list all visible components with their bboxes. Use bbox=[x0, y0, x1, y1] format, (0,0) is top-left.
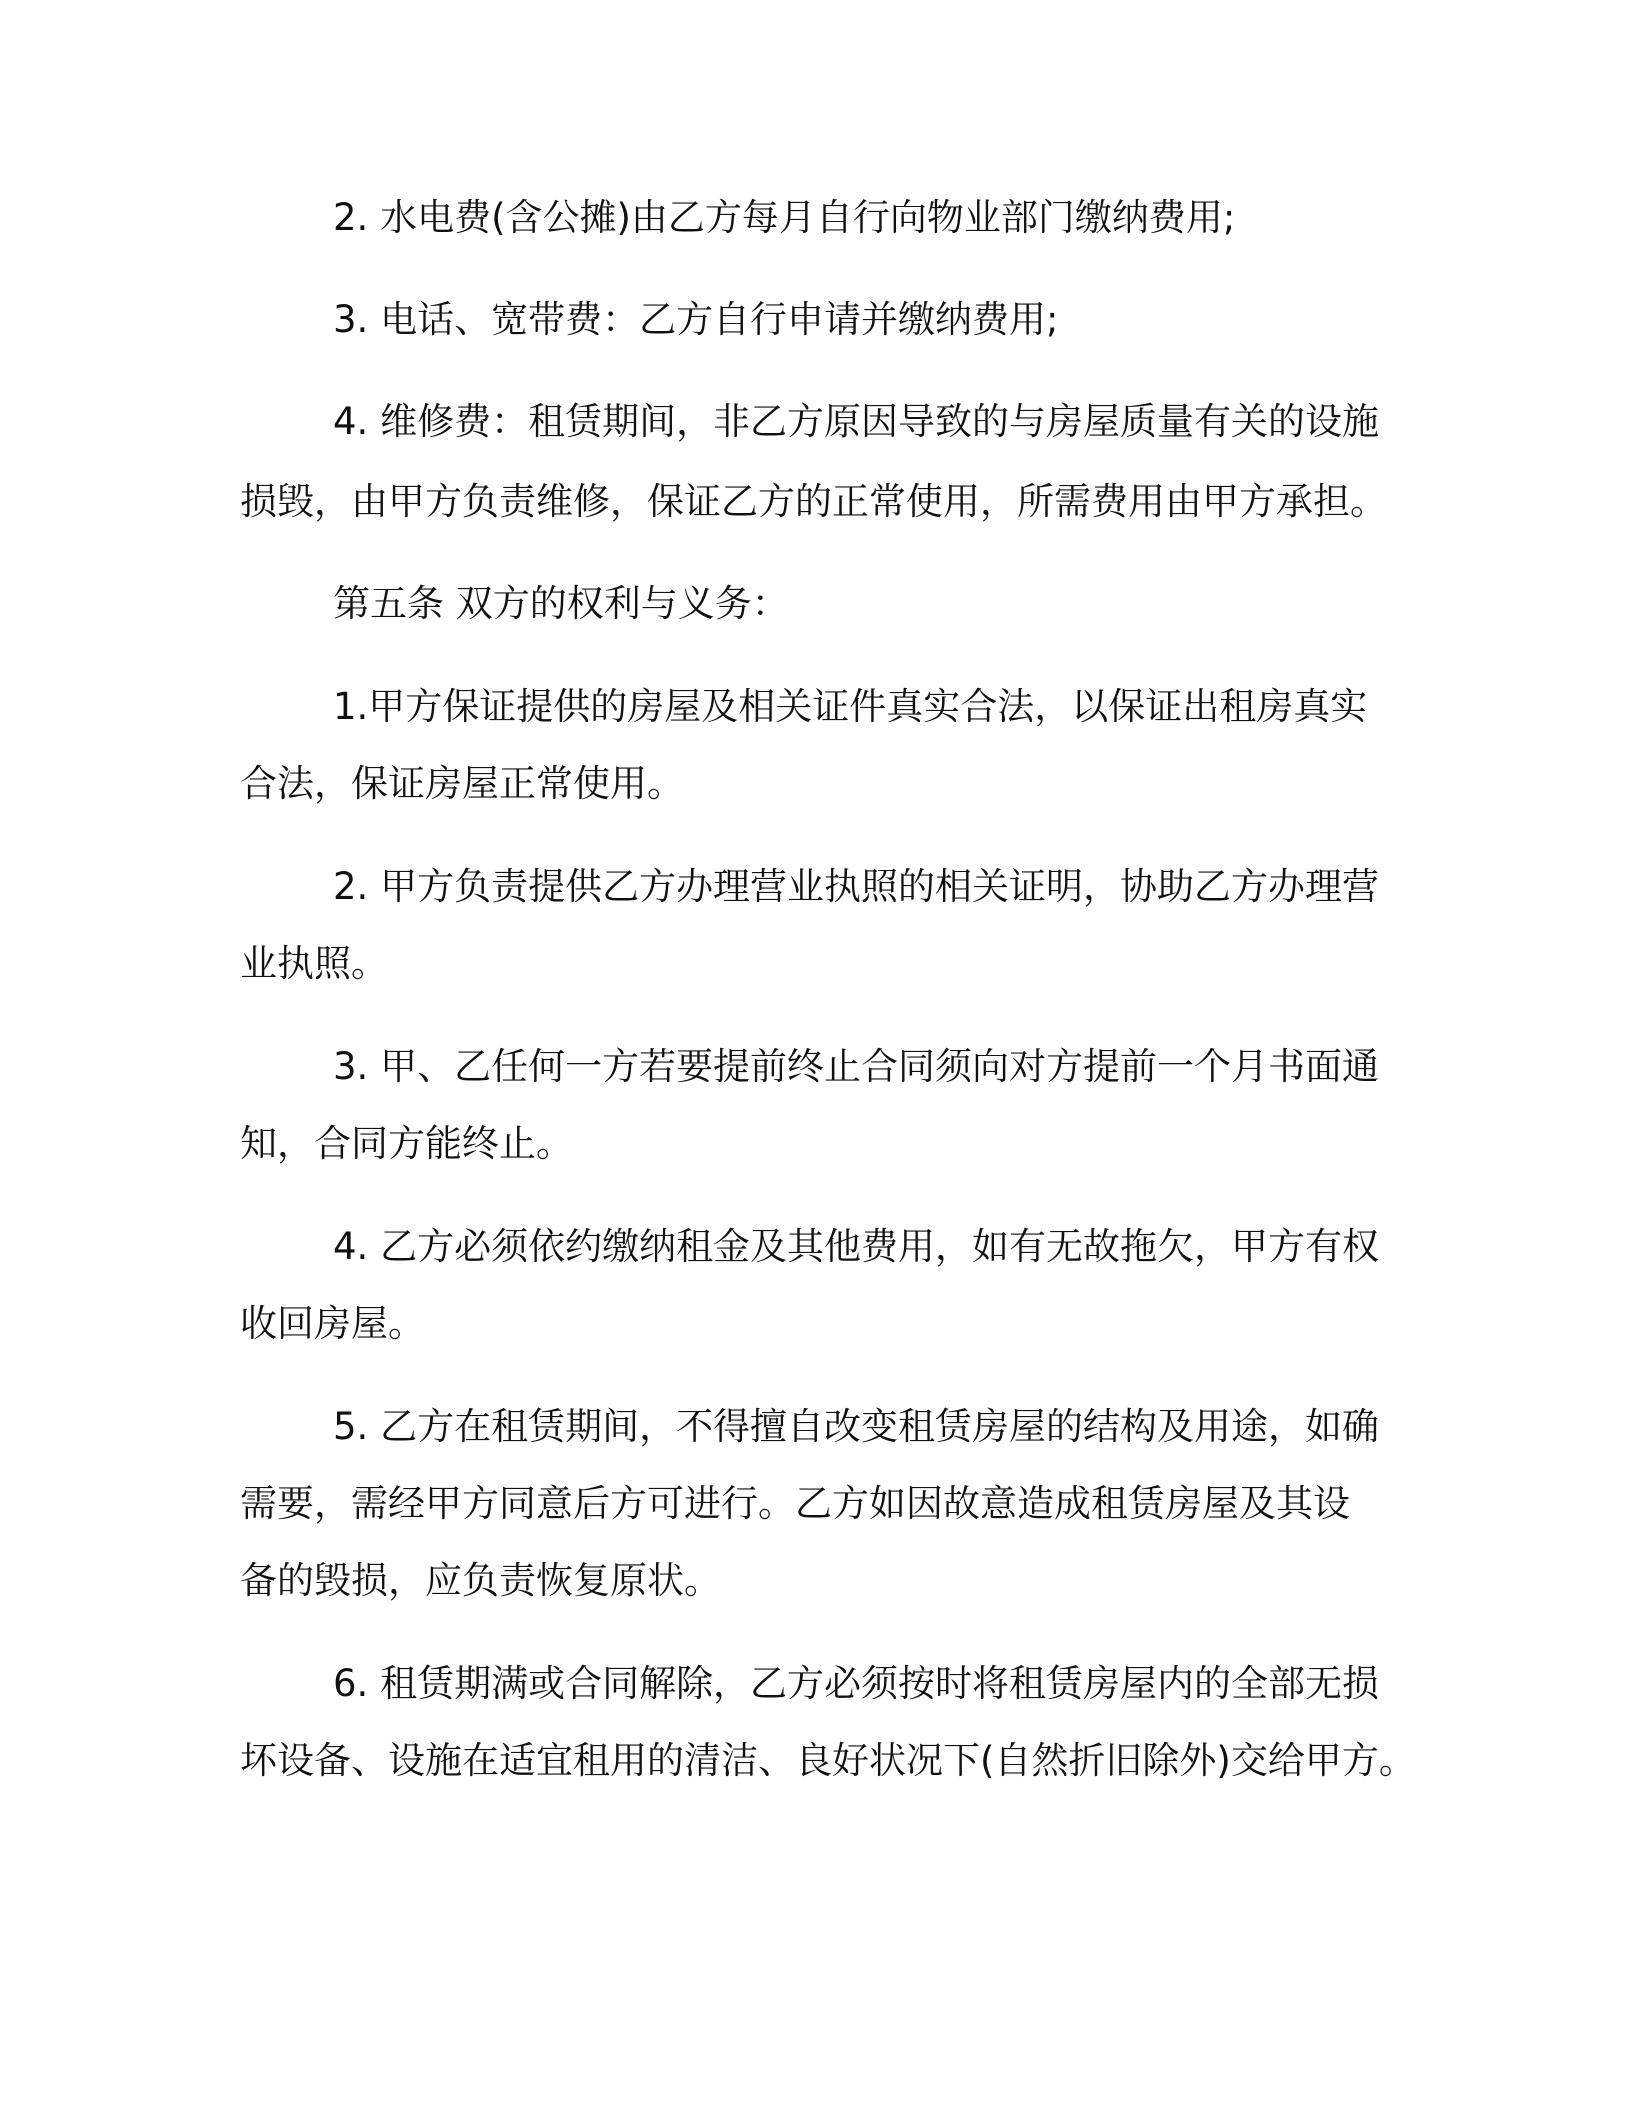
article-five-heading: 第五条 双方的权利与义务： bbox=[333, 582, 789, 625]
clause-6-line-2: 坏设备、设施在适宜租用的清洁、良好状况下(自然折旧除外)交给甲方。 bbox=[240, 1739, 1416, 1782]
clause-2-line-2: 业执照。 bbox=[240, 942, 388, 985]
clause-5-line-3: 备的毁损，应负责恢复原状。 bbox=[240, 1559, 721, 1602]
clause-2-line-1: 2. 甲方负责提供乙方办理营业执照的相关证明，协助乙方办理营 bbox=[333, 865, 1380, 908]
utilities-fee-line: 2. 水电费(含公摊)由乙方每月自行向物业部门缴纳费用; bbox=[333, 196, 1236, 239]
clause-5-line-2: 需要，需经甲方同意后方可进行。乙方如因故意造成租赁房屋及其设 bbox=[240, 1482, 1350, 1525]
repair-fee-line-1: 4. 维修费：租赁期间，非乙方原因导致的与房屋质量有关的设施 bbox=[333, 400, 1380, 443]
clause-3-line-2: 知，合同方能终止。 bbox=[240, 1122, 573, 1165]
phone-broadband-fee-line: 3. 电话、宽带费：乙方自行申请并缴纳费用; bbox=[333, 298, 1059, 341]
clause-1-line-1: 1.甲方保证提供的房屋及相关证件真实合法，以保证出租房真实 bbox=[333, 685, 1368, 728]
clause-5-line-1: 5. 乙方在租赁期间，不得擅自改变租赁房屋的结构及用途，如确 bbox=[333, 1405, 1380, 1448]
clause-6-line-1: 6. 租赁期满或合同解除，乙方必须按时将租赁房屋内的全部无损 bbox=[333, 1662, 1380, 1705]
clause-4-line-2: 收回房屋。 bbox=[240, 1302, 425, 1345]
clause-4-line-1: 4. 乙方必须依约缴纳租金及其他费用，如有无故拖欠，甲方有权 bbox=[333, 1225, 1380, 1268]
clause-3-line-1: 3. 甲、乙任何一方若要提前终止合同须向对方提前一个月书面通 bbox=[333, 1045, 1380, 1088]
clause-1-line-2: 合法，保证房屋正常使用。 bbox=[240, 762, 684, 805]
repair-fee-line-2: 损毁，由甲方负责维修，保证乙方的正常使用，所需费用由甲方承担。 bbox=[240, 480, 1387, 523]
